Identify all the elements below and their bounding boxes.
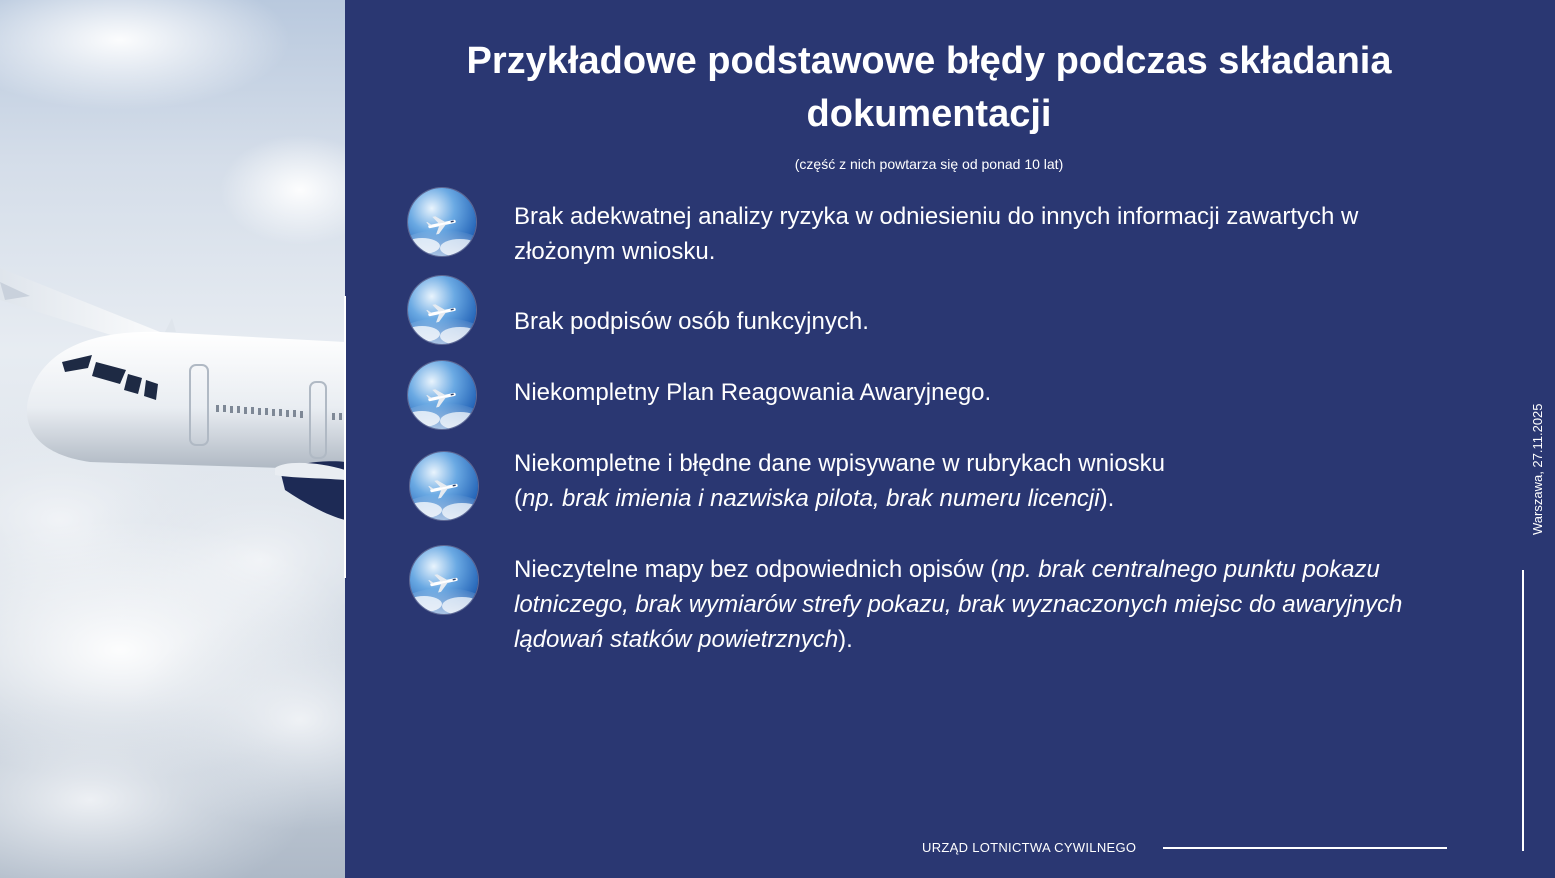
paren-close: ). bbox=[838, 626, 853, 653]
title-line-1: Przykładowe podstawowe błędy podczas składania bbox=[466, 40, 1392, 82]
title-line-2: dokumentacji bbox=[806, 93, 1052, 135]
airplane-in-sky-icon bbox=[410, 452, 478, 520]
paren-close: ). bbox=[1099, 485, 1115, 512]
slide-title bbox=[400, 35, 1458, 141]
list-item-main: Niekompletne i błędne dane wpisywane w rubrykach wniosku bbox=[514, 450, 1166, 477]
list-item: Niekompletny Plan Reagowania Awaryjnego. bbox=[514, 379, 992, 406]
airplane-in-sky-icon bbox=[410, 546, 478, 614]
airplane-photo-illustration bbox=[0, 0, 345, 878]
list-item-example: np. brak imienia i nazwiska pilota, brak numeru licencji bbox=[522, 485, 1100, 512]
airplane-in-sky-icon bbox=[408, 276, 476, 344]
airplane-photo bbox=[0, 0, 345, 878]
list-item: Brak adekwatnej analizy ryzyka w odniesieniu do innych informacji zawartych w złożonym wniosku. bbox=[514, 203, 1359, 265]
place-date: Warszawa, 27.11.2025 bbox=[1530, 403, 1545, 535]
list-item: Brak podpisów osób funkcyjnych. bbox=[514, 308, 869, 335]
airplane-in-sky-icon bbox=[408, 361, 476, 429]
organization-name: URZĄD LOTNICTWA CYWILNEGO bbox=[922, 840, 1137, 855]
paren-open: ( bbox=[514, 485, 522, 512]
list-item bbox=[514, 552, 1434, 657]
panel-divider bbox=[344, 296, 346, 578]
list-item-main: Nieczytelne mapy bez odpowiednich opisów ( bbox=[514, 556, 999, 583]
list-item-example: np. brak centralnego punktu pokazu lotniczego, brak wymiarów strefy pokazu, brak wyznaczonych miejsc do awaryjnych lądowań statków powietrznych bbox=[514, 556, 1403, 653]
airplane-in-sky-icon bbox=[408, 188, 476, 256]
list-item bbox=[514, 446, 1454, 516]
vertical-divider bbox=[1522, 570, 1524, 851]
footer-divider bbox=[1163, 847, 1447, 849]
slide-subtitle: (część z nich powtarza się od ponad 10 lat) bbox=[794, 156, 1064, 172]
